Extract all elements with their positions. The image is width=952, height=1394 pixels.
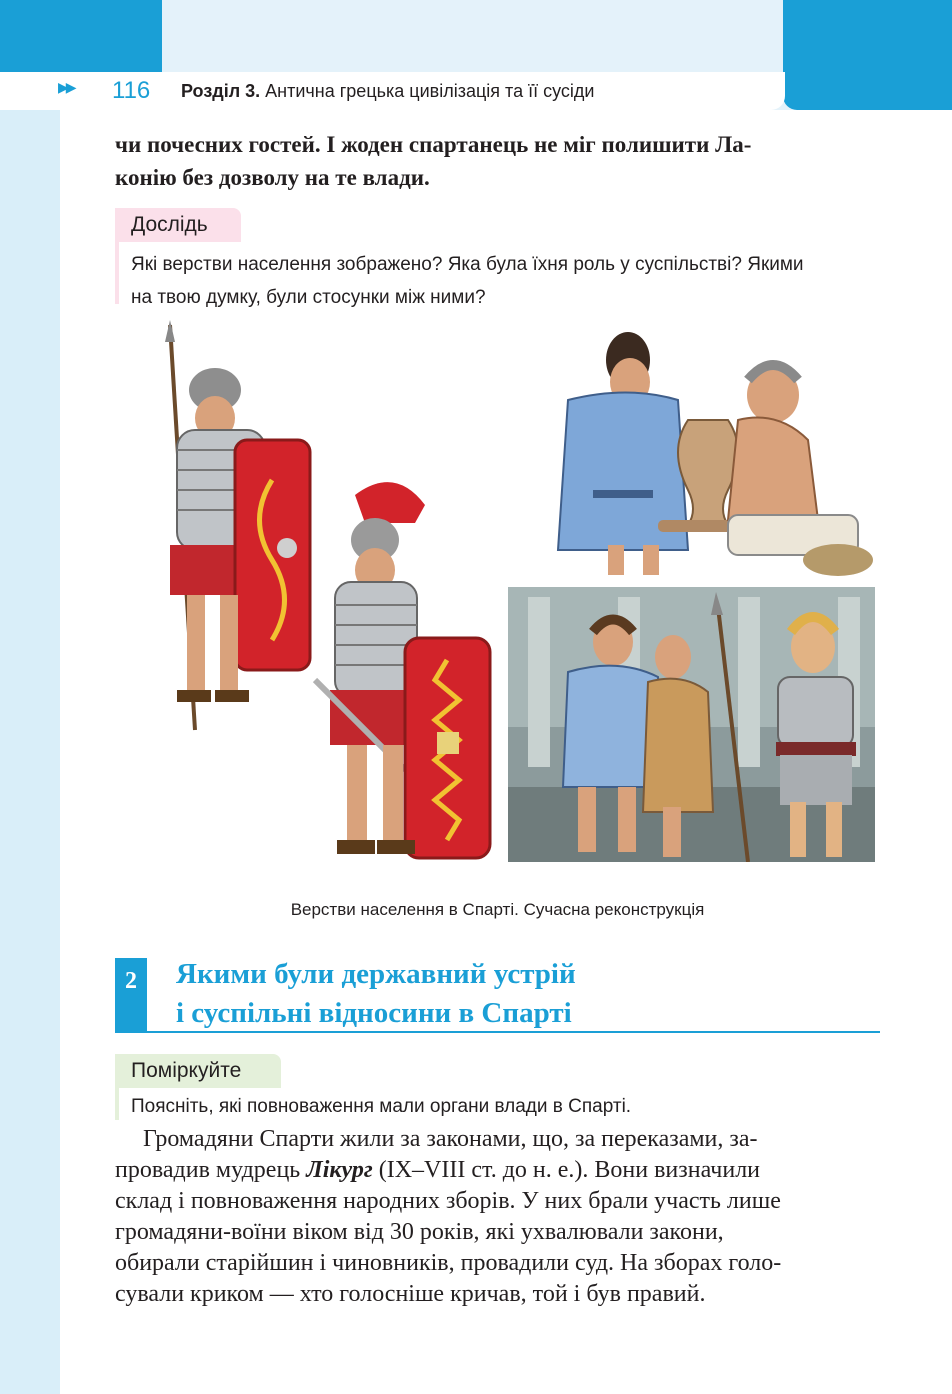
body-text-segment: (IX–VIII ст. до н. е.). Вони визначили: [372, 1157, 761, 1183]
chapter-number: Розділ 3.: [181, 81, 261, 101]
section-title-line: і суспільні відносини в Спарті: [176, 997, 572, 1029]
think-line: Поясніть, які повноваження мали органи влади в Спарті.: [131, 1096, 632, 1117]
explore-box-text: [131, 248, 804, 314]
section-divider: [115, 1031, 880, 1033]
body-paragraph: [115, 1124, 880, 1310]
intro-line: конію без дозволу на те влади.: [115, 165, 430, 190]
section-number: 2: [115, 958, 147, 1032]
forward-arrows-icon: ▶▶: [58, 80, 74, 96]
explore-line: Які верстви населення зображено? Яка була їхня роль у суспільстві? Якими: [131, 254, 804, 275]
running-header: [0, 72, 785, 110]
body-line: Громадяни Спарти жили за законами, що, за переказами, за-: [143, 1126, 758, 1152]
body-text-segment: провадив мудрець: [115, 1157, 307, 1183]
lycurgus-name: Лікург: [306, 1157, 373, 1183]
header-tab-right: [783, 0, 952, 110]
chapter-title: Антична грецька цивілізація та її сусіди: [265, 81, 595, 101]
intro-paragraph: [115, 128, 880, 194]
body-line: склад і повноваження народних зборів. У них брали участь лише: [115, 1188, 781, 1214]
potter-illustration: [508, 320, 875, 578]
body-line: [115, 1155, 880, 1186]
body-line: обирали старійшин і чиновників, провадили суд. На зборах голо-: [115, 1250, 782, 1276]
body-line: громадяни-воїни віком від 30 років, які ухвалювали закони,: [115, 1219, 724, 1245]
figure-caption: Верстви населення в Спарті. Сучасна реконструкція: [290, 900, 705, 919]
explore-box-rule: [115, 240, 119, 304]
think-box-label: Поміркуйте: [115, 1054, 281, 1088]
chapter-heading: [181, 81, 594, 102]
section-title-line: Якими були державний устрій: [176, 958, 576, 990]
explore-line: на твою думку, були стосунки між ними?: [131, 287, 486, 308]
think-box-text: [131, 1090, 631, 1123]
think-box-rule: [115, 1088, 119, 1120]
left-margin-strip: [0, 0, 60, 1394]
soldiers-illustration: [115, 320, 505, 860]
section-title: [176, 955, 576, 1033]
page-number: 116: [112, 77, 151, 104]
explore-box-label: Дослідь: [115, 208, 241, 242]
intro-line: чи почесних гостей. І жоден спартанець не міг полишити Ла-: [115, 132, 752, 157]
helots-illustration: [508, 587, 875, 862]
body-line: сували криком — хто голосніше кричав, той і був правий.: [115, 1281, 706, 1307]
